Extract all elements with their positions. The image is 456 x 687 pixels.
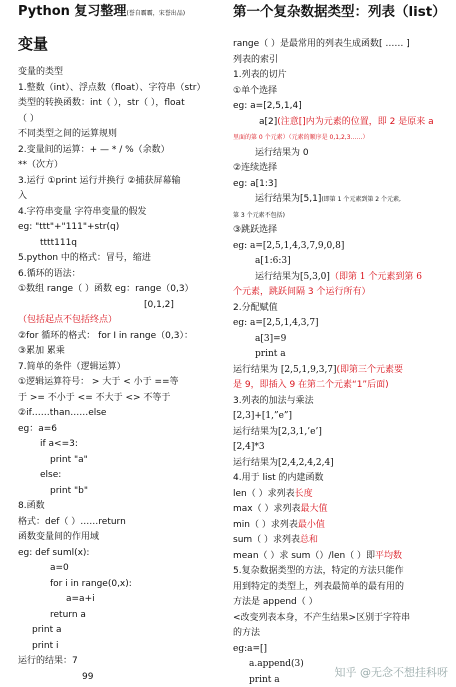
line-note: 总和	[300, 535, 319, 545]
right-line	[233, 612, 410, 624]
left-line	[18, 144, 170, 156]
line-text: 类型的转换函数：int（ ），str（ ），float	[18, 98, 185, 108]
line-text: 变量的类型	[18, 67, 64, 77]
left-line	[18, 531, 99, 543]
left-line	[18, 128, 117, 140]
right-line	[233, 240, 344, 252]
line-text: 4.用于 list 的内建函数	[233, 473, 324, 483]
right-line	[233, 162, 277, 174]
right-line	[233, 379, 389, 391]
left-line	[40, 237, 77, 249]
line-text: 于 >= 不小于 <= 不大于 <> 不等于	[18, 392, 171, 403]
left-line	[82, 671, 93, 683]
right-line	[255, 255, 291, 267]
left-line	[18, 113, 39, 125]
line-text: 5.python 中的格式：冒号，缩进	[18, 253, 151, 263]
right-line	[249, 658, 304, 670]
right-line	[233, 426, 322, 438]
left-line	[18, 330, 193, 342]
line-text: print "b"	[50, 485, 88, 496]
line-text: 2.变量间的运算：+ — * / %（余数）	[18, 144, 170, 155]
left-line	[18, 376, 179, 388]
left-line	[66, 593, 95, 605]
line-text: 的方法	[233, 628, 261, 638]
line-text: print a	[255, 349, 286, 359]
line-text: [2,4]*3	[233, 442, 265, 452]
line-text: eg: a=[2,5,1,4,3,7]	[233, 318, 319, 328]
line-text: 入	[18, 191, 28, 201]
line-text: eg: "ttt"+"111"+str(q)	[18, 222, 120, 232]
line-note: 平均数	[375, 550, 403, 561]
left-line	[32, 624, 62, 636]
line-text: 用到特定的类型上，列表最简单的最有用的	[233, 581, 405, 592]
line-text: 6.循环的语法：	[18, 268, 81, 279]
line-text: 运行结果为[5,1]	[255, 194, 322, 204]
right-line	[233, 534, 318, 546]
right-line	[233, 286, 370, 298]
line-text: eg：a=6	[18, 423, 58, 434]
right-line	[233, 457, 334, 469]
line-text: if a<=3:	[40, 439, 78, 449]
right-line	[233, 565, 404, 577]
right-line	[255, 348, 286, 360]
line-text: （ ）	[18, 113, 39, 124]
line-text: ③累加 累乘	[18, 346, 65, 356]
line-text: a[3]=9	[255, 333, 287, 344]
left-line	[18, 66, 63, 78]
line-text: 7.简单的条件（逻辑运算）	[18, 361, 126, 372]
line-text: 4.字符串变量 字符串变量的假发	[18, 206, 147, 217]
line-text: [0,1,2]	[144, 299, 174, 310]
right-line	[255, 147, 309, 159]
line-note: 长度	[294, 488, 313, 499]
line-text: a[2]	[259, 116, 278, 127]
line-text: 第 3 个元素不包括)	[233, 211, 285, 219]
line-text: eg: a=[2,5,1,4,3,7,9,0,8]	[233, 240, 345, 251]
right-line	[233, 550, 402, 562]
left-line	[18, 159, 63, 171]
left-line	[18, 82, 205, 94]
left-line	[18, 655, 78, 667]
line-note: 最大值	[300, 504, 328, 514]
left-line	[50, 578, 132, 590]
right-line	[233, 643, 267, 655]
left-line	[18, 345, 65, 357]
right-line	[233, 54, 278, 66]
right-line	[249, 674, 280, 686]
line-note: (注意[]内为元素的位置，即 2 是原来 a	[277, 116, 434, 127]
line-text: ②if……than……else	[18, 408, 107, 418]
line-text: 列表的索引	[233, 54, 279, 65]
section-heading: 变量	[18, 35, 49, 53]
line-text: eg: a=[2,5,1,4]	[233, 101, 302, 111]
right-line	[233, 85, 277, 97]
line-text: min（ ）求列表	[233, 519, 298, 530]
left-line	[18, 392, 170, 404]
line-text: a.append(3)	[249, 659, 304, 669]
left-line	[18, 252, 151, 264]
line-text: 3.运行 ①print 运行并换行 ②捕获屏幕输	[18, 175, 181, 186]
line-text: （包括起点不包括终点）	[18, 315, 118, 325]
right-line	[233, 581, 404, 593]
right-line	[233, 131, 369, 144]
left-line	[18, 361, 126, 373]
right-line	[259, 116, 434, 128]
right-line	[255, 271, 422, 283]
right-line	[233, 503, 328, 515]
line-text: for i in range(0,x):	[50, 578, 132, 589]
right-line	[233, 395, 314, 407]
right-line	[233, 410, 292, 422]
line-text: **（次方）	[18, 160, 64, 170]
right-line	[233, 364, 403, 376]
line-text: mean（ ）求 sum（）/len（ ）即	[233, 550, 376, 561]
left-line	[18, 175, 180, 187]
line-text: 是 9，即插入 9 在第二个元素“1”后面)	[233, 380, 389, 390]
line-text: tttt111q	[40, 237, 78, 248]
left-line	[50, 485, 88, 497]
right-line	[233, 178, 277, 190]
line-text: print i	[32, 640, 59, 651]
line-text: [2,3]+[1,”e”]	[233, 411, 293, 421]
left-line	[18, 283, 194, 295]
line-text: a[1:6:3]	[255, 256, 291, 266]
left-line	[18, 423, 57, 435]
line-note: (即第 1 个元素到第 2 个元素,	[321, 196, 401, 203]
left-line	[50, 562, 69, 574]
line-text: 运行结果为[2,3,1,’e’]	[233, 426, 322, 437]
left-line	[18, 516, 126, 528]
line-text: 5.复杂数据类型的方法，特定的方法只能作	[233, 566, 404, 576]
left-line	[18, 314, 117, 326]
left-line	[18, 190, 27, 202]
line-text: 函数变量间的作用域	[18, 532, 100, 542]
line-text: a=0	[50, 563, 69, 573]
right-line	[233, 488, 313, 500]
line-text: ①逻辑运算符号： > 大于 < 小于 ==等	[18, 377, 179, 387]
line-text: 运行结果为[5,3,0]	[255, 271, 330, 282]
right-line	[233, 317, 319, 329]
line-text: 1.整数（int）、浮点数（float）、字符串（str）	[18, 82, 206, 93]
left-line	[18, 97, 185, 109]
left-line	[40, 469, 61, 481]
line-text: 1.列表的切片	[233, 70, 287, 80]
line-text: 3.列表的加法与乘法	[233, 395, 314, 406]
left-line	[50, 454, 88, 466]
right-line	[233, 596, 318, 608]
watermark: 知乎 @无念不想挂科呀	[334, 666, 448, 679]
left-line	[50, 609, 86, 621]
line-text: eg:a=[]	[233, 643, 268, 654]
right-line	[233, 38, 410, 50]
line-note: 最小值	[297, 519, 325, 530]
line-text: ②连续选择	[233, 163, 278, 173]
right-line	[233, 627, 260, 639]
line-text: 运行结果为 0	[255, 147, 309, 158]
line-text: return a	[50, 609, 86, 620]
left-line	[18, 407, 106, 419]
line-note: （即第 1 个元素到第 6	[329, 271, 422, 282]
right-line	[255, 333, 286, 345]
line-text: eg: def suml(x):	[18, 547, 90, 558]
line-text: 运行结果为 [2,5,1,9,3,7]	[233, 364, 337, 375]
left-line	[18, 547, 89, 559]
right-line	[233, 519, 325, 531]
right-line	[233, 209, 285, 222]
left-line	[18, 206, 146, 218]
right-line	[233, 100, 302, 112]
left-line	[32, 640, 59, 652]
line-text: print a	[249, 674, 280, 685]
line-text: 2.分配赋值	[233, 302, 278, 313]
line-text: 个元素，跳跃间隔 3 个运行所有）	[233, 287, 371, 297]
line-text: ②for 循环的格式： for I in range（0,3）：	[18, 330, 193, 341]
doc-credit: (誉自霸霸，宋誉出品)	[126, 10, 186, 17]
line-text: ①单个选择	[233, 85, 278, 96]
line-text: 里面的第 0 个元素）（元素的顺序是 0,1,2,3……）	[233, 134, 369, 141]
line-text: 格式：def（ ）……return	[18, 516, 126, 527]
right-line	[255, 193, 401, 206]
right-line	[233, 224, 277, 236]
right-line	[233, 69, 287, 81]
line-text: print a	[32, 625, 62, 635]
right-line	[233, 302, 278, 314]
left-line	[144, 299, 174, 311]
line-text: 不同类型之间的运算规则	[18, 129, 118, 139]
line-text: ①数组 range（ ）函数 eg：range（0,3）	[18, 284, 194, 294]
line-text: 运行的结果：7	[18, 656, 78, 666]
line-text: 99	[82, 671, 94, 682]
right-line	[233, 441, 265, 453]
line-text: print "a"	[50, 454, 88, 465]
line-text: <改变列表本身，不产生结果>区别于字符串	[233, 612, 411, 623]
left-line	[18, 500, 45, 512]
line-text: a=a+i	[66, 594, 95, 604]
line-text: else:	[40, 470, 62, 480]
line-text: 运行结果为[2,4,2,4,2,4]	[233, 457, 334, 468]
line-text: 8.函数	[18, 501, 45, 511]
doc-title: Python 复习整理(誉自霸霸，宋誉出品)	[18, 4, 186, 19]
left-line	[18, 221, 119, 233]
left-line	[40, 438, 78, 450]
line-text: range（ ）是最常用的列表生成函数[ …… ]	[233, 39, 410, 49]
line-text: 方法是 append（ ）	[233, 597, 318, 607]
line-text: ③跳跃选择	[233, 225, 278, 235]
right-line	[233, 472, 324, 484]
line-text: sum（ ）求列表	[233, 535, 301, 545]
line-note: (即第三个元素要	[336, 364, 404, 375]
line-text: len（ ）求列表	[233, 488, 295, 499]
line-text: eg: a[1:3]	[233, 178, 278, 189]
line-text: max（ ）求列表	[233, 504, 301, 514]
list-title: 第一个复杂数据类型：列表（list）	[233, 4, 446, 20]
left-line	[18, 268, 81, 280]
